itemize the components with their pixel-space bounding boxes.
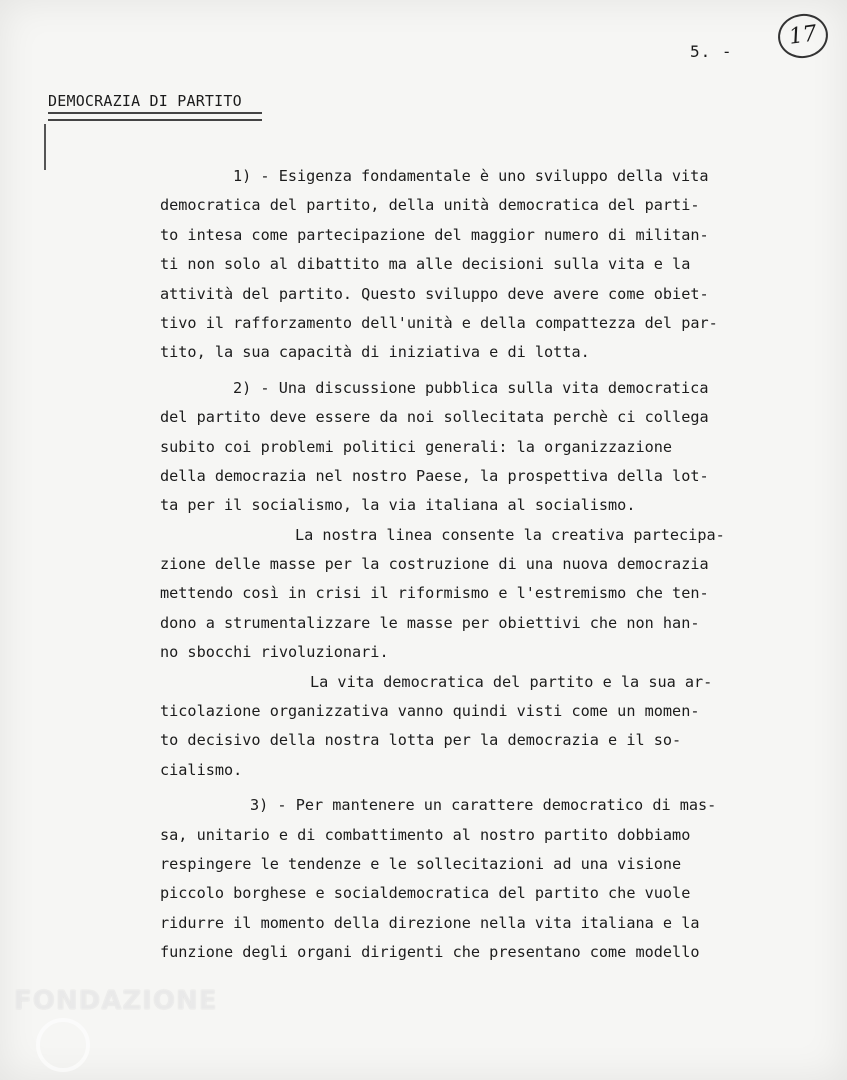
margin-mark: [44, 124, 46, 170]
text-line: subito coi problemi politici generali: la organizzazione: [160, 437, 673, 456]
folio-number-circled: 17: [775, 11, 831, 62]
page-number: 5. -: [690, 42, 733, 61]
text-line: to intesa come partecipazione del maggior numero di militan-: [160, 225, 709, 244]
document-body: [160, 162, 780, 968]
archive-watermark: FONDAZIONE: [14, 986, 218, 1016]
text-line: tivo il rafforzamento dell'unità e della compattezza del par-: [160, 313, 718, 332]
text-line: tito, la sua capacità di iniziativa e di lotta.: [160, 343, 590, 362]
text-line: ticolazione organizzativa vanno quindi visti come un momen-: [160, 702, 700, 721]
text-line: La vita democratica del partito e la sua ar-: [310, 672, 713, 691]
text-line: della democrazia nel nostro Paese, la prospettiva della lot-: [160, 466, 709, 485]
text-line: to decisivo della nostra lotta per la democrazia e il so-: [160, 731, 682, 750]
text-line: ti non solo al dibattito ma alle decisioni sulla vita e la: [160, 255, 691, 274]
text-line: 3) - Per mantenere un carattere democratico di mas-: [250, 796, 717, 815]
text-line: del partito deve essere da noi sollecitata perchè ci collega: [160, 408, 709, 427]
text-line: ta per il socialismo, la via italiana al socialismo.: [160, 496, 636, 515]
text-line: piccolo borghese e socialdemocratica del partito che vuole: [160, 884, 691, 903]
text-line: ridurre il momento della direzione nella vita italiana e la: [160, 913, 700, 932]
document-title: DEMOCRAZIA DI PARTITO: [48, 92, 242, 110]
watermark-logo-icon: [36, 1018, 90, 1072]
text-line: sa, unitario e di combattimento al nostro partito dobbiamo: [160, 825, 691, 844]
text-line: funzione degli organi dirigenti che presentano come modello: [160, 943, 700, 962]
text-line: 1) - Esigenza fondamentale è uno sviluppo della vita: [233, 167, 709, 185]
text-line: 2) - Una discussione pubblica sulla vita democratica: [233, 378, 709, 397]
text-line: mettendo così in crisi il riformismo e l'estremismo che ten-: [160, 584, 709, 603]
text-line: dono a strumentalizzare le masse per obiettivi che non han-: [160, 613, 700, 632]
text-line: democratica del partito, della unità democratica del parti-: [160, 196, 700, 215]
text-line: cialismo.: [160, 760, 243, 779]
text-line: La nostra linea consente la creativa partecipa-: [295, 525, 725, 544]
text-line: no sbocchi rivoluzionari.: [160, 643, 389, 662]
text-line: respingere le tendenze e le sollecitazioni ad una visione: [160, 854, 682, 873]
title-double-underline: [48, 112, 262, 121]
text-line: attività del partito. Questo sviluppo deve avere come obiet-: [160, 284, 709, 303]
text-line: zione delle masse per la costruzione di una nuova democrazia: [160, 555, 709, 574]
